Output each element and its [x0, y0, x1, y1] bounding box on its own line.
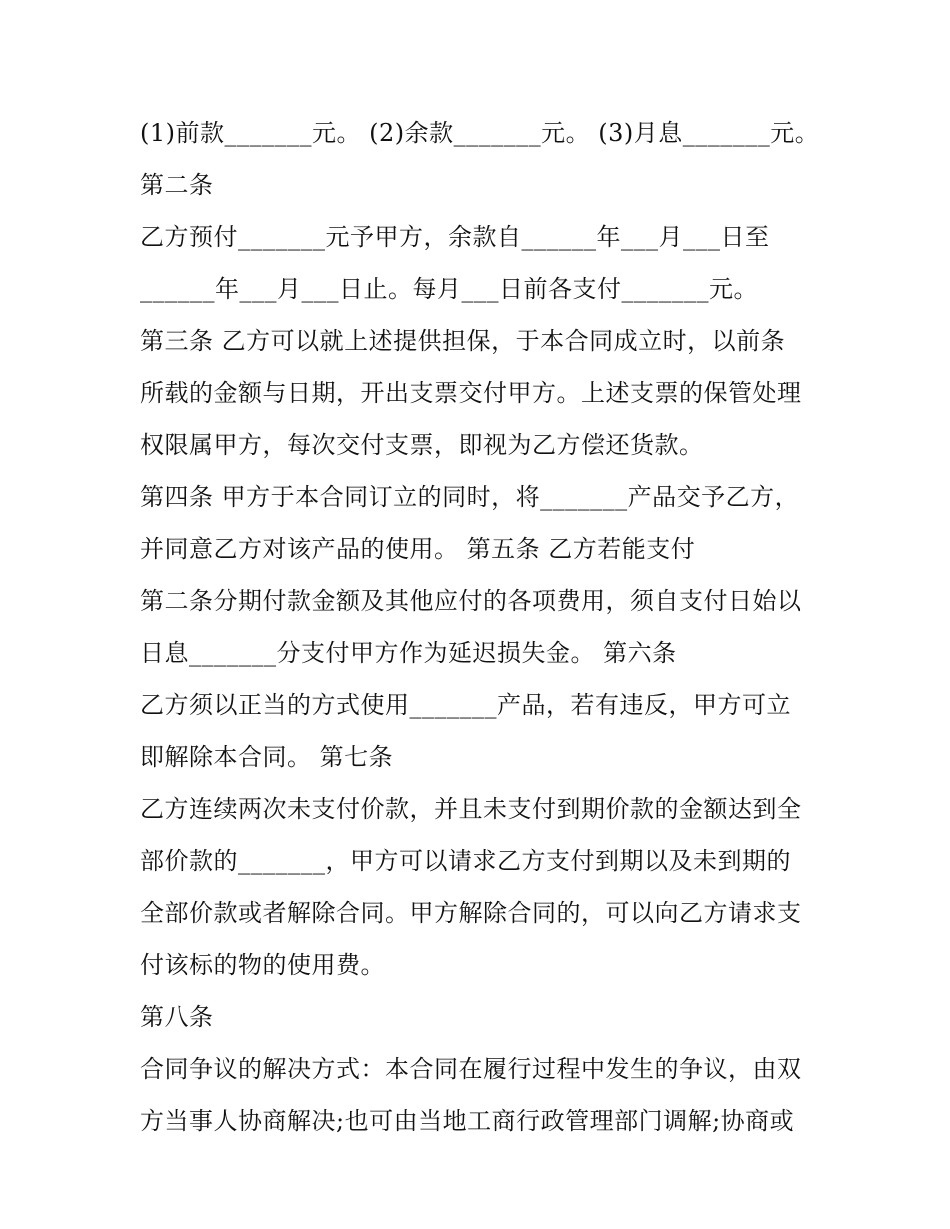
- text-line: 方当事人协商解决;也可由当地工商行政管理部门调解;协商或: [140, 1107, 795, 1135]
- text-line: 第二条分期付款金额及其他应付的各项费用，须自支付日始以: [140, 587, 802, 615]
- text-line: 即解除本合同。 第七条: [140, 743, 394, 771]
- text-line: 第四条 甲方于本合同订立的同时，将_______产品交予乙方，: [140, 483, 800, 511]
- text-line: 权限属甲方，每次交付支票，即视为乙方偿还货款。: [140, 431, 704, 459]
- text-line: 全部价款或者解除合同。甲方解除合同的，可以向乙方请求支: [140, 899, 802, 927]
- article-heading: 第八条: [140, 1003, 214, 1031]
- text-line: 乙方连续两次未支付价款，并且未支付到期价款的金额达到全: [140, 795, 802, 823]
- text-line: 并同意乙方对该产品的使用。 第五条 乙方若能支付: [140, 535, 696, 563]
- text-line: 部价款的_______，甲方可以请求乙方支付到期以及未到期的: [140, 847, 791, 875]
- text-line: 日息_______分支付甲方作为延迟损失金。 第六条: [140, 639, 677, 667]
- document-body: [140, 107, 830, 1147]
- text-line: 第三条 乙方可以就上述提供担保，于本合同成立时，以前条: [140, 327, 786, 355]
- text-line: 所载的金额与日期，开出支票交付甲方。上述支票的保管处理: [140, 379, 802, 407]
- text-line: 付该标的物的使用费。: [140, 951, 385, 979]
- text-line: ______年___月___日止。每月___日前各支付_______元。: [140, 275, 758, 303]
- text-line: (1)前款_______元。 (2)余款_______元。 (3)月息_______元。: [140, 119, 820, 147]
- text-line: 乙方预付_______元予甲方，余款自______年___月___日至: [140, 223, 770, 251]
- article-heading: 第二条: [140, 171, 214, 199]
- text-line: 乙方须以正当的方式使用_______产品，若有违反，甲方可立: [140, 691, 791, 719]
- text-line: 合同争议的解决方式：本合同在履行过程中发生的争议，由双: [140, 1055, 802, 1083]
